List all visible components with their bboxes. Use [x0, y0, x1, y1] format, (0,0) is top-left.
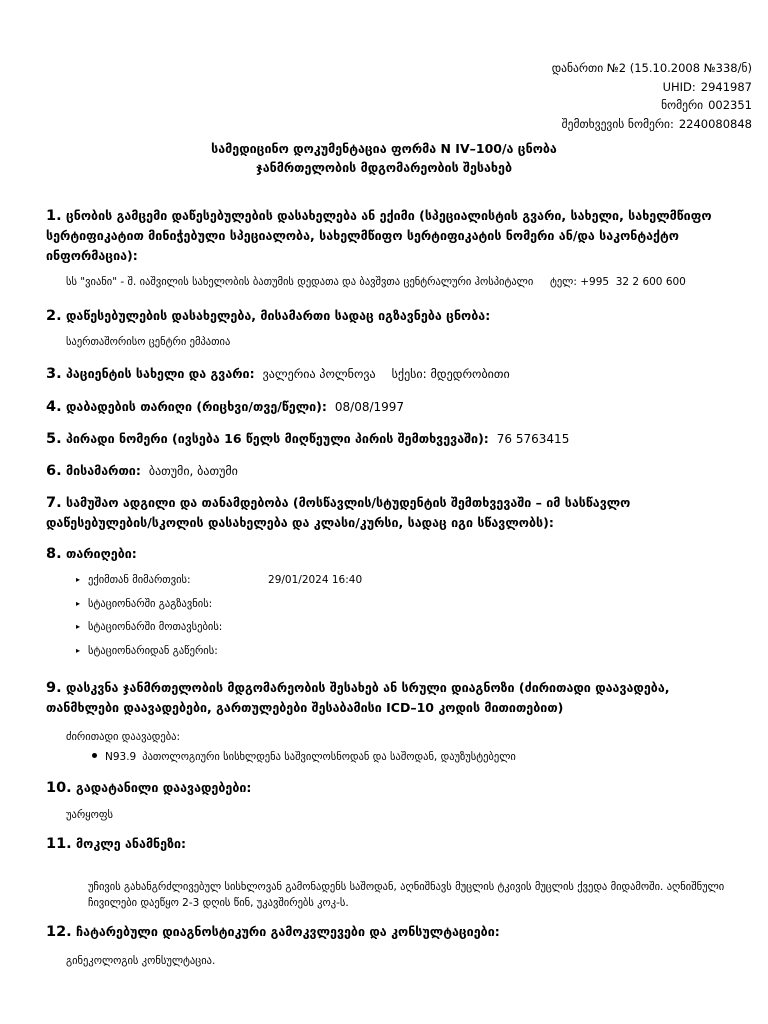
case-number-label: შემთხვევის ნომერი: — [561, 116, 674, 131]
section-4-number: 4. — [46, 399, 62, 415]
date-item-referral — [76, 572, 362, 596]
section-11-heading-text: მოკლე ანამნეზი: — [76, 836, 187, 851]
patient-address: ბათუმი, ბათუმი — [148, 464, 238, 478]
section-11-heading — [46, 834, 736, 854]
past-diseases: უარყოფს — [66, 809, 114, 821]
main-disease-label: ძირითადი დაავადება: — [66, 731, 181, 743]
section-12-heading-text: ჩატარებული დიაგნოსტიკური გამოკვლევები და კონსულტაციები: — [76, 924, 500, 939]
section-7-number: 7. — [46, 495, 62, 511]
section-5 — [46, 429, 736, 449]
document-meta — [552, 59, 752, 133]
section-8-heading — [46, 544, 736, 564]
triangle-bullet-icon: ▸ — [76, 575, 81, 584]
date-item-hospital-admitted — [76, 619, 362, 643]
section-3 — [46, 364, 736, 384]
section-10 — [46, 778, 736, 823]
section-5-heading — [46, 429, 736, 449]
number-line — [552, 96, 752, 115]
section-5-number: 5. — [46, 431, 62, 447]
section-11-number: 11. — [46, 836, 72, 852]
number-value: 002351 — [708, 98, 752, 112]
title-line-2: ჯანმრთელობის მდგომარეობის შესახებ — [255, 160, 513, 175]
section-7 — [46, 493, 736, 533]
section-11 — [46, 834, 736, 911]
section-1-heading-text: ცნობის გამცემი დაწესებულების დასახელება ან ექიმი (სპეციალისტის გვარი, სახელი, სახელმწიფო სერტიფიკატით მინიჭებული სპეციალობა, სახელმწიფო სერტიფიკატის ნომერი ან/და საკონტაქტო ინფორმაცია): — [46, 208, 712, 263]
section-2-number: 2. — [46, 308, 62, 324]
date-item-hospital-sent — [76, 596, 362, 620]
section-8-number: 8. — [46, 546, 62, 562]
recipient-institution: საერთაშორისო ცენტრი ემპათია — [66, 336, 231, 348]
uhid-line — [552, 78, 752, 97]
section-3-number: 3. — [46, 366, 62, 382]
number-label: ნომერი — [661, 98, 704, 112]
uhid-value: 2941987 — [700, 79, 752, 94]
section-1 — [46, 206, 736, 290]
diagnosis-item — [92, 750, 516, 765]
uhid-label: UHID: — [662, 79, 696, 94]
personal-number: 76 5763415 — [496, 432, 570, 446]
section-2-heading — [46, 306, 736, 326]
date-label: სტაციონარში გაგზავნის: — [88, 597, 213, 610]
diagnostics-text: გინეკოლოგის კონსულტაცია. — [66, 955, 216, 967]
section-9 — [46, 678, 736, 745]
section-8-heading-text: თარიღები: — [65, 546, 137, 561]
section-2-heading-text: დაწესებულების დასახელება, მისამართი სადაც იგზავნება ცნობა: — [65, 308, 491, 323]
section-6-number: 6. — [46, 463, 62, 479]
case-number-line — [552, 115, 752, 134]
triangle-bullet-icon: ▸ — [76, 645, 81, 655]
section-6-heading-text: მისამართი: — [65, 463, 141, 478]
issuer-info: სს "ვიანი" - შ. იაშვილის სახელობის ბათუმის დედათა და ბავშვთა ცენტრალური ჰოსპიტალი ტელ: +995 32 2 600 600 — [66, 276, 686, 288]
section-9-heading-text: დასკვნა ჯანმრთელობის მდგომარეობის შესახებ ან სრული დიაგნოზი (ძირითადი დაავადება, თანმხლები დაავადებები, გართულებები შესაბამისი ICD–10 კოდის მითითებით) — [46, 680, 670, 715]
section-3-heading-text: პაციენტის სახელი და გვარი: — [65, 366, 255, 381]
section-12-number: 12. — [46, 924, 72, 940]
date-value: 29/01/2024 16:40 — [268, 574, 363, 586]
diagnosis-text: პათოლოგიური სისხლდენა საშვილოსნოდან და საშოდან, დაუზუსტებელი — [142, 751, 516, 763]
section-6-heading — [46, 461, 736, 481]
birth-date: 08/08/1997 — [334, 400, 405, 414]
icd-code: N93.9 — [105, 751, 137, 763]
section-8 — [46, 544, 736, 564]
section-4 — [46, 397, 736, 417]
date-label: სტაციონარში მოთავსების: — [88, 621, 223, 633]
section-10-heading — [46, 778, 736, 798]
triangle-bullet-icon: ▸ — [76, 598, 81, 608]
section-1-number: 1. — [46, 208, 62, 224]
section-1-heading — [46, 206, 736, 266]
document-title — [0, 139, 768, 177]
dates-list — [76, 572, 362, 666]
section-12-heading — [46, 922, 736, 942]
date-label: სტაციონარიდან გაწერის: — [88, 644, 218, 657]
anamnesis-text: უჩივის გახანგრძლივებულ სისხლოვან გამონადენს საშოდან, აღნიშნავს მუცლის ტკივის მუცლის ქვედა მიდამოში. აღნიშნული ჩივილები დაეწყო 2-3 დღის წინ, უკავშირებს კოკ-ს. — [88, 881, 725, 909]
section-7-heading — [46, 493, 736, 533]
date-item-hospital-discharged — [76, 643, 362, 667]
title-line-1: სამედიცინო დოკუმენტაცია ფორმა N IV–100/ა ცნობა — [211, 141, 557, 156]
bullet-dot-icon — [92, 753, 97, 758]
section-9-heading — [46, 678, 736, 718]
patient-sex: სქესი: მდედრობითი — [391, 367, 510, 381]
section-10-number: 10. — [46, 780, 72, 796]
date-label: ექიმთან მიმართვის: — [88, 574, 191, 586]
patient-name: ვალერია პოლნოვა — [262, 367, 376, 381]
section-7-heading-text: სამუშაო ადგილი და თანამდებობა (მოსწავლის/სტუდენტის შემთხვევაში – იმ სასწავლო დაწესებულების/სკოლის დასახელება და კლასი/კურსი, სადაც იგი სწავლობს): — [46, 495, 631, 530]
annex-line: დანართი №2 (15.10.2008 №338/ნ) — [551, 61, 752, 75]
section-3-heading — [46, 364, 736, 384]
section-4-heading-text: დაბადების თარიღი (რიცხვი/თვე/წელი): — [65, 399, 327, 414]
section-10-heading-text: გადატანილი დაავადებები: — [76, 780, 252, 795]
section-2 — [46, 306, 736, 350]
section-6 — [46, 461, 736, 481]
triangle-bullet-icon: ▸ — [76, 622, 81, 631]
section-12 — [46, 922, 736, 969]
section-5-heading-text: პირადი ნომერი (ივსება 16 წელს მიღწეული პირის შემთხვევაში): — [65, 431, 489, 446]
section-4-heading — [46, 397, 736, 417]
case-number-value: 2240080848 — [678, 116, 752, 131]
section-9-number: 9. — [46, 680, 62, 696]
